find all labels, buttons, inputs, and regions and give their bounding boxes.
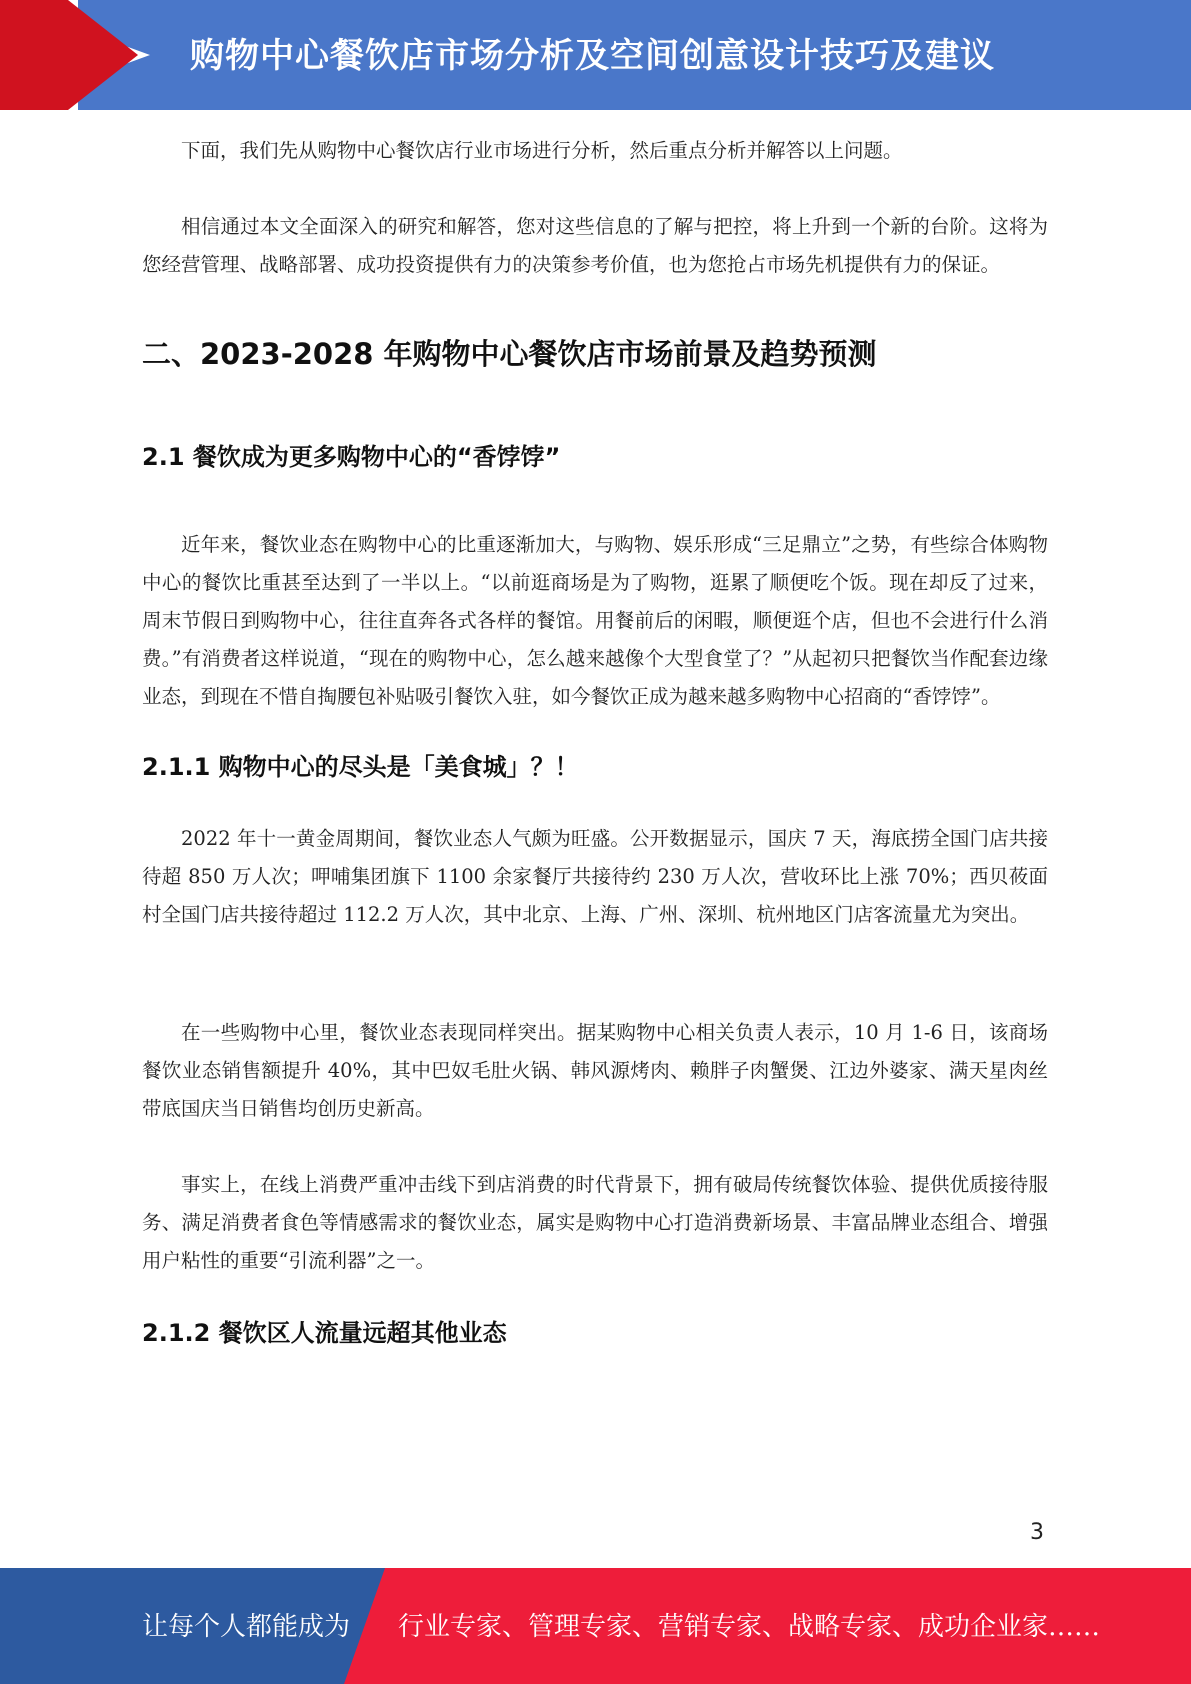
footer-slogan-left: 让每个人都能成为 — [142, 1612, 351, 1642]
footer-blue-slant — [344, 1568, 385, 1684]
paragraph-dining-trend: 近年来，餐饮业态在购物中心的比重逐渐加大，与购物、娱乐形成“三足鼎立”之势，有些综合体购物中心的餐饮比重甚至达到了一半以上。“以前逛商场是为了购物，逛累了顺便吃个饭。现在却反了过来，周末节假日到购物中心，往往直奔各式各样的餐馆。用餐前后的闲暇，顺便逛个店，但也不会进行什么消费。”有消费者这样说道，“现在的购物中心，怎么越来越像个大型食堂了？”从起初只把餐饮当作配套边缘业态，到现在不惜自掏腰包补贴吸引餐饮入驻，如今餐饮正成为越来越多购物中心招商的“香饽饽”。 — [142, 533, 1048, 708]
paragraph-mall-sales: 在一些购物中心里，餐饮业态表现同样突出。据某购物中心相关负责人表示，10 月 1-6 日，该商场餐饮业态销售额提升 40%，其中巴奴毛肚火锅、韩风源烤肉、赖胖子肉蟹煲、江边外婆家、满天星肉丝带底国庆当日销售均创历史新高。 — [142, 1021, 1048, 1120]
subsection-heading-2-1-1: 2.1.1 购物中心的尽头是「美食城」？！ — [142, 753, 579, 781]
page-header — [0, 0, 1191, 110]
section-heading: 二、2023-2028 年购物中心餐饮店市场前景及趋势预测 — [142, 337, 877, 371]
header-red-band — [0, 0, 68, 110]
page-footer — [0, 1568, 1191, 1684]
page-content — [142, 132, 1048, 1350]
paragraph-intro: 下面，我们先从购物中心餐饮店行业市场进行分析，然后重点分析并解答以上问题。 — [181, 139, 903, 162]
subsection-heading-2-1: 2.1 餐饮成为更多购物中心的“香饽饽” — [142, 443, 561, 471]
paragraph-value: 相信通过本文全面深入的研究和解答，您对这些信息的了解与把控，将上升到一个新的台阶。这将为您经营管理、战略部署、成功投资提供有力的决策参考价值，也为您抢占市场先机提供有力的保证。 — [142, 215, 1048, 276]
paragraph-traffic-driver: 事实上，在线上消费严重冲击线下到店消费的时代背景下，拥有破局传统餐饮体验、提供优质接待服务、满足消费者食色等情感需求的餐饮业态，属实是购物中心打造消费新场景、丰富品牌业态组合、增强用户粘性的重要“引流利器”之一。 — [142, 1173, 1048, 1272]
document-title: 购物中心餐饮店市场分析及空间创意设计技巧及建议 — [190, 36, 995, 76]
page-number: 3 — [1030, 1520, 1044, 1545]
paragraph-golden-week: 2022 年十一黄金周期间，餐饮业态人气颇为旺盛。公开数据显示，国庆 7 天，海底捞全国门店共接待超 850 万人次；呷哺集团旗下 1100 余家餐厅共接待约 230 万人次，营收环比上涨 70%；西贝莜面村全国门店共接待超过 112.2 万人次，其中北京、上海、广州、深圳、杭州地区门店客流量尤为突出。 — [142, 827, 1048, 926]
header-red-arrow — [68, 0, 138, 110]
subsection-heading-2-1-2: 2.1.2 餐饮区人流量远超其他业态 — [142, 1319, 507, 1347]
footer-slogan-right: 行业专家、管理专家、营销专家、战略专家、成功企业家…… — [398, 1612, 1101, 1642]
